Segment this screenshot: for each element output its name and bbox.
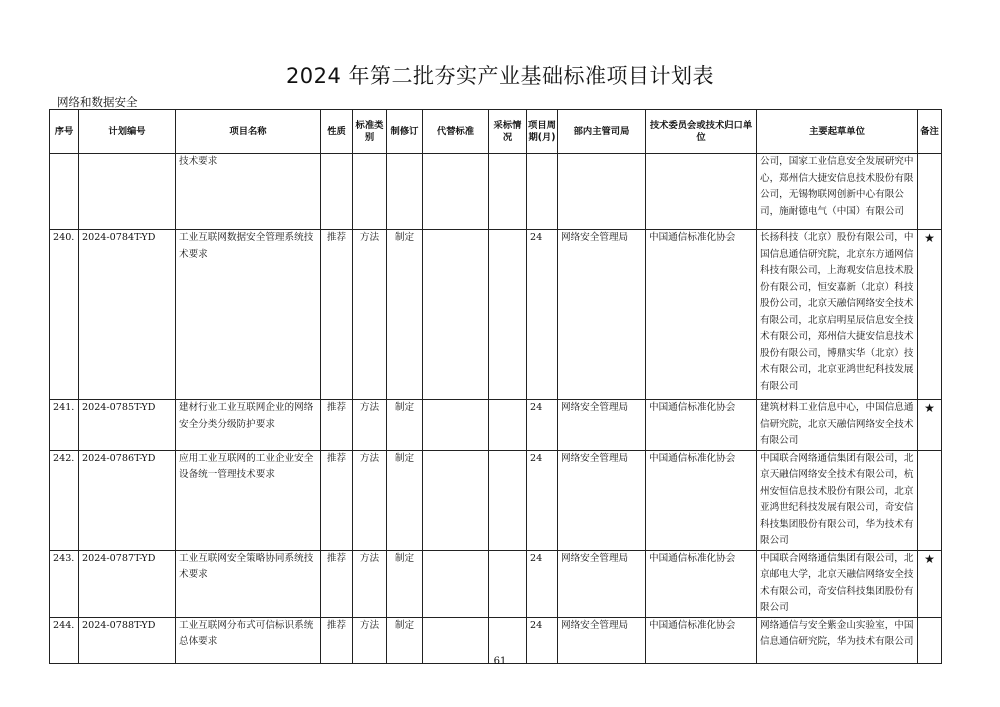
header-cell: 采标情况 <box>489 110 527 154</box>
revision-cell: 制定 <box>387 450 423 550</box>
revision-cell: 制定 <box>387 550 423 617</box>
header-cell: 部内主管司局 <box>558 110 646 154</box>
table-row <box>50 400 942 451</box>
plan-code: 2024-0787T-YD <box>79 550 176 617</box>
drafters-cell: 网络通信与安全紫金山实验室，中国信息通信研究院，华为技术有限公司 <box>757 617 918 663</box>
drafters-cell: 公司，国家工业信息安全发展研究中心，郑州信大捷安信息技术股份有限公司，无锡物联网创新中心有限公司，施耐德电气（中国）有限公司 <box>757 154 918 230</box>
row-number: 242. <box>50 450 79 550</box>
plan-code: 2024-0786T-YD <box>79 450 176 550</box>
plan-table <box>49 109 942 664</box>
plan-code: 2024-0784T-YD <box>79 230 176 400</box>
header-row <box>50 110 942 154</box>
adopt-cell <box>489 550 527 617</box>
header-cell: 制修订 <box>387 110 423 154</box>
period-cell: 24 <box>527 550 558 617</box>
nature-cell: 推荐 <box>321 400 353 451</box>
category-cell: 方法 <box>353 230 387 400</box>
period-cell: 24 <box>527 450 558 550</box>
nature-cell: 推荐 <box>321 550 353 617</box>
replace-cell <box>423 230 489 400</box>
note-star <box>918 450 942 550</box>
adopt-cell <box>489 450 527 550</box>
category-cell: 方法 <box>353 550 387 617</box>
committee-cell: 中国通信标准化协会 <box>646 400 757 451</box>
page-title: 2024 年第二批夯实产业基础标准项目计划表 <box>285 64 715 88</box>
category-cell: 方法 <box>353 617 387 663</box>
dept-cell: 网络安全管理局 <box>558 617 646 663</box>
revision-cell: 制定 <box>387 400 423 451</box>
nature-cell: 推荐 <box>321 230 353 400</box>
drafters-cell: 中国联合网络通信集团有限公司，北京天融信网络安全技术有限公司，杭州安恒信息技术股份有限公司，北京亚鸿世纪科技发展有限公司，奇安信科技集团股份有限公司，华为技术有限公司 <box>757 450 918 550</box>
project-name-cell: 建材行业工业互联网企业的网络安全分类分级防护要求 <box>176 400 321 451</box>
replace-cell <box>423 550 489 617</box>
header-cell: 标准类别 <box>353 110 387 154</box>
nature-cell: 推荐 <box>321 450 353 550</box>
revision-cell: 制定 <box>387 617 423 663</box>
plan-code: 2024-0785T-YD <box>79 400 176 451</box>
committee-cell: 中国通信标准化协会 <box>646 230 757 400</box>
project-name-cell: 工业互联网安全策略协同系统技术要求 <box>176 550 321 617</box>
row-number: 243. <box>50 550 79 617</box>
section-label: 网络和数据安全 <box>57 95 138 109</box>
project-name-cell: 技术要求 <box>176 154 321 230</box>
project-name-cell: 工业互联网数据安全管理系统技术要求 <box>176 230 321 400</box>
committee-cell: 中国通信标准化协会 <box>646 550 757 617</box>
committee-cell: 中国通信标准化协会 <box>646 450 757 550</box>
header-cell: 序号 <box>50 110 79 154</box>
adopt-cell <box>489 400 527 451</box>
header-cell: 代替标准 <box>423 110 489 154</box>
replace-cell <box>423 450 489 550</box>
period-cell: 24 <box>527 230 558 400</box>
period-cell: 24 <box>527 617 558 663</box>
row-number: 241. <box>50 400 79 451</box>
dept-cell: 网络安全管理局 <box>558 450 646 550</box>
project-name-cell: 工业互联网分布式可信标识系统总体要求 <box>176 617 321 663</box>
table-row <box>50 550 942 617</box>
drafters-cell: 长扬科技（北京）股份有限公司，中国信息通信研究院，北京东方通网信科技有限公司，上海观安信息技术股份有限公司，恒安嘉新（北京）科技股份公司，北京天融信网络安全技术有限公司，北京启明星辰信息安全技术有限公司，郑州信大捷安信息技术股份有限公司，博鼎实华（北京）技术有限公司，北京亚鸿世纪科技发展有限公司 <box>757 230 918 400</box>
drafters-cell: 中国联合网络通信集团有限公司，北京邮电大学，北京天融信网络安全技术有限公司，奇安信科技集团股份有限公司 <box>757 550 918 617</box>
drafters-cell: 建筑材料工业信息中心，中国信息通信研究院，北京天融信网络安全技术有限公司 <box>757 400 918 451</box>
page-number: 61 <box>493 656 507 667</box>
category-cell: 方法 <box>353 450 387 550</box>
note-star: ★ <box>918 550 942 617</box>
header-cell: 备注 <box>918 110 942 154</box>
note-star: ★ <box>918 400 942 451</box>
header-cell: 项目名称 <box>176 110 321 154</box>
table-row <box>50 450 942 550</box>
revision-cell: 制定 <box>387 230 423 400</box>
header-cell: 技术委员会或技术归口单位 <box>646 110 757 154</box>
dept-cell: 网络安全管理局 <box>558 550 646 617</box>
period-cell: 24 <box>527 400 558 451</box>
project-name-cell: 应用工业互联网的工业企业安全设备统一管理技术要求 <box>176 450 321 550</box>
dept-cell: 网络安全管理局 <box>558 230 646 400</box>
header-cell: 项目周期(月) <box>527 110 558 154</box>
table-row <box>50 230 942 400</box>
header-cell: 性质 <box>321 110 353 154</box>
row-number: 240. <box>50 230 79 400</box>
plan-code: 2024-0788T-YD <box>79 617 176 663</box>
nature-cell: 推荐 <box>321 617 353 663</box>
header-cell: 主要起草单位 <box>757 110 918 154</box>
table-row-continuation <box>50 154 942 230</box>
dept-cell: 网络安全管理局 <box>558 400 646 451</box>
note-star: ★ <box>918 230 942 400</box>
category-cell: 方法 <box>353 400 387 451</box>
header-cell: 计划编号 <box>79 110 176 154</box>
replace-cell <box>423 400 489 451</box>
adopt-cell <box>489 230 527 400</box>
row-number: 244. <box>50 617 79 663</box>
committee-cell: 中国通信标准化协会 <box>646 617 757 663</box>
